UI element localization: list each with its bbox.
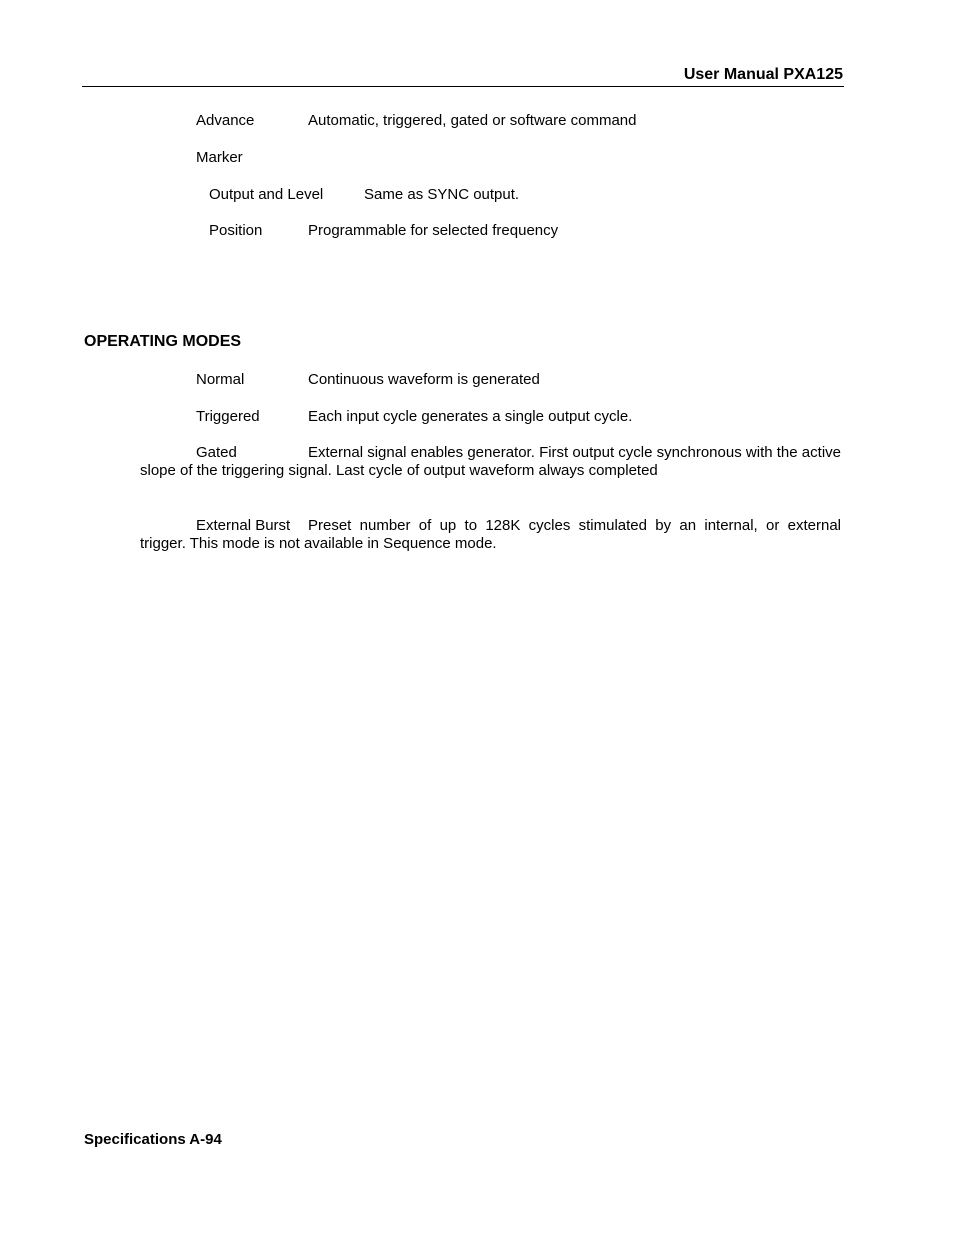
- mode-term-gated: Gated: [196, 444, 237, 461]
- mode-desc-triggered: Each input cycle generates a single output cycle.: [308, 408, 633, 425]
- mode-desc-external-burst: Preset number of up to 128K cycles stimulated by an internal, or external trigger. This mode is not available in Sequence mode.: [140, 517, 841, 552]
- spec-desc-output-level: Same as SYNC output.: [364, 186, 520, 203]
- header-divider: [82, 86, 844, 87]
- mode-gated-paragraph: [140, 444, 841, 480]
- mode-term-triggered: Triggered: [196, 408, 260, 425]
- page-header-title: User Manual PXA125: [683, 66, 843, 83]
- spec-desc-position: Programmable for selected frequency: [308, 222, 559, 239]
- spec-desc-advance: Automatic, triggered, gated or software command: [308, 112, 637, 129]
- spec-term-position: Position: [209, 222, 263, 239]
- mode-term-normal: Normal: [196, 371, 245, 388]
- page-footer: Specifications A-94: [84, 1131, 222, 1148]
- mode-term-external-burst: External Burst: [196, 517, 291, 534]
- section-title: OPERATING MODES: [84, 333, 242, 350]
- spec-term-output-level: Output and Level: [209, 186, 324, 203]
- spec-term-marker: Marker: [196, 149, 243, 166]
- mode-desc-gated: External signal enables generator. First output cycle synchronous with the active slope of the triggering signal. Last cycle of output waveform always completed: [140, 444, 841, 479]
- spec-term-advance: Advance: [196, 112, 255, 129]
- mode-external-burst-paragraph: [140, 517, 841, 553]
- mode-desc-normal: Continuous waveform is generated: [308, 371, 540, 388]
